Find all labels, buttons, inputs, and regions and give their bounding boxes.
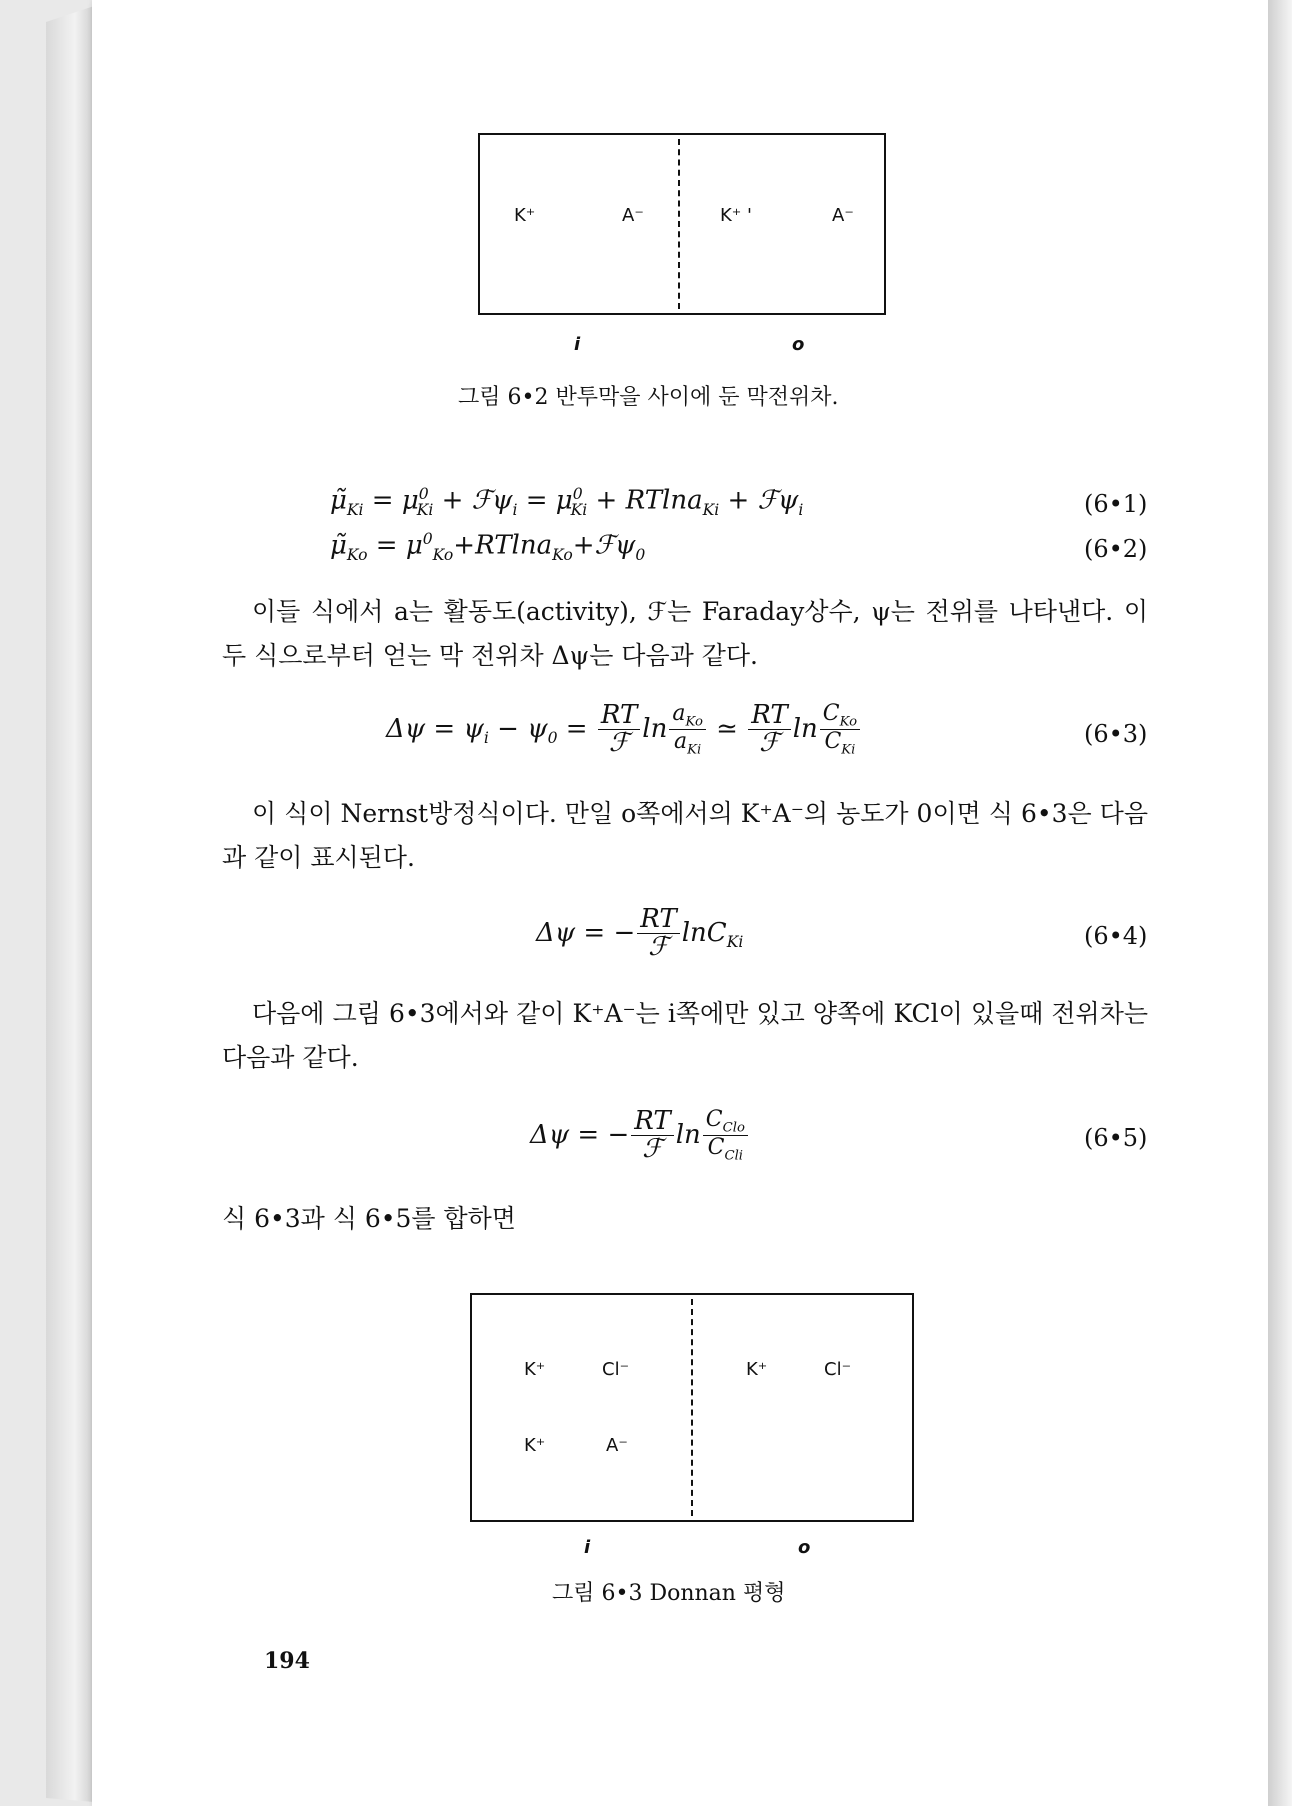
ion-label: K⁺ [524,1359,546,1380]
paragraph-nernst-equation: 이 식이 Nernst방정식이다. 만일 o쪽에서의 K⁺A⁻의 농도가 0이면 식 6•3은 다음과 같이 표시된다. [222,799,1148,872]
ion-label: A⁻ [832,205,854,226]
outside-label: o [798,1537,811,1558]
ion-label: A⁻ [606,1435,628,1456]
semipermeable-membrane [691,1299,693,1516]
figure-6-3-diagram [470,1293,914,1522]
ion-label: Cl⁻ [824,1359,852,1380]
page-right-edge [1268,0,1292,1806]
paragraph-kcl-potential: 다음에 그림 6•3에서와 같이 K⁺A⁻는 i쪽에만 있고 양쪽에 KCl이 있을때 전위차는 다음과 같다. [222,999,1148,1072]
equation-6-5: Δψ = − $\frac{RT}{\text{ℱ}}$ ln $\frac{C_{Clo}}{C_{Cli}}$ [530,1108,750,1164]
equation-number: (6•3) [1084,720,1148,748]
inside-label: i [574,334,581,355]
semipermeable-membrane [678,139,680,309]
book-spine-edge [46,6,94,1802]
ion-label: K⁺ [524,1435,546,1456]
equation-6-2: $\mũ_{Ko}$ = $\mu^0_{Ko}+RTlna_{Ko}+ℱ\psi_0$ [330,530,646,564]
equation-number: (6•4) [1084,922,1148,950]
equation-number: (6•2) [1084,535,1148,563]
figure-6-2-diagram [478,133,886,315]
page-number: 194 [264,1648,310,1674]
ion-label: A⁻ [622,205,644,226]
ion-label: K⁺ [514,205,536,226]
equation-number: (6•1) [1084,490,1148,518]
equation-number: (6•5) [1084,1124,1148,1152]
ion-label: Cl⁻ [602,1359,630,1380]
equation-6-3: $\Delta\psi = \psi_i - \psi_0$ = $\frac{RT}{\text{ℱ}}$ ln $\frac{a_{Ko}}{a_{Ki}}$ ≃ $\frac{RT}{\text{ℱ}}$ ln $\frac{C_{Ko}}{C_{Ki}}$ [386,702,862,758]
equation-6-4: Δψ = − $\frac{RT}{\text{ℱ}}$ lnC$_{Ki}$ [536,904,744,963]
paragraph-combine-equations: 식 6•3과 식 6•5를 합하면 [222,1204,516,1233]
outside-label: o [792,334,805,355]
figure-6-3-caption: 그림 6•3 Donnan 평형 [552,1581,786,1606]
figure-6-2-caption: 그림 6•2 반투막을 사이에 둔 막전위차. [458,385,839,410]
inside-label: i [584,1537,591,1558]
ion-label: K⁺ ' [720,205,752,226]
ion-label: K⁺ [746,1359,768,1380]
equation-6-1: $\mũ_{Ki} = \mu^0_{Ki}$ + ℱψ$_i$ = $\mu^0_{Ki} + RTlna_{Ki}$ + ℱψ$_i$ [330,485,804,519]
paragraph-activity-definition: 이들 식에서 a는 활동도(activity), ℱ는 Faraday상수, ψ는 전위를 나타낸다. 이 두 식으로부터 얻는 막 전위차 Δψ는 다음과 같다. [222,597,1148,670]
